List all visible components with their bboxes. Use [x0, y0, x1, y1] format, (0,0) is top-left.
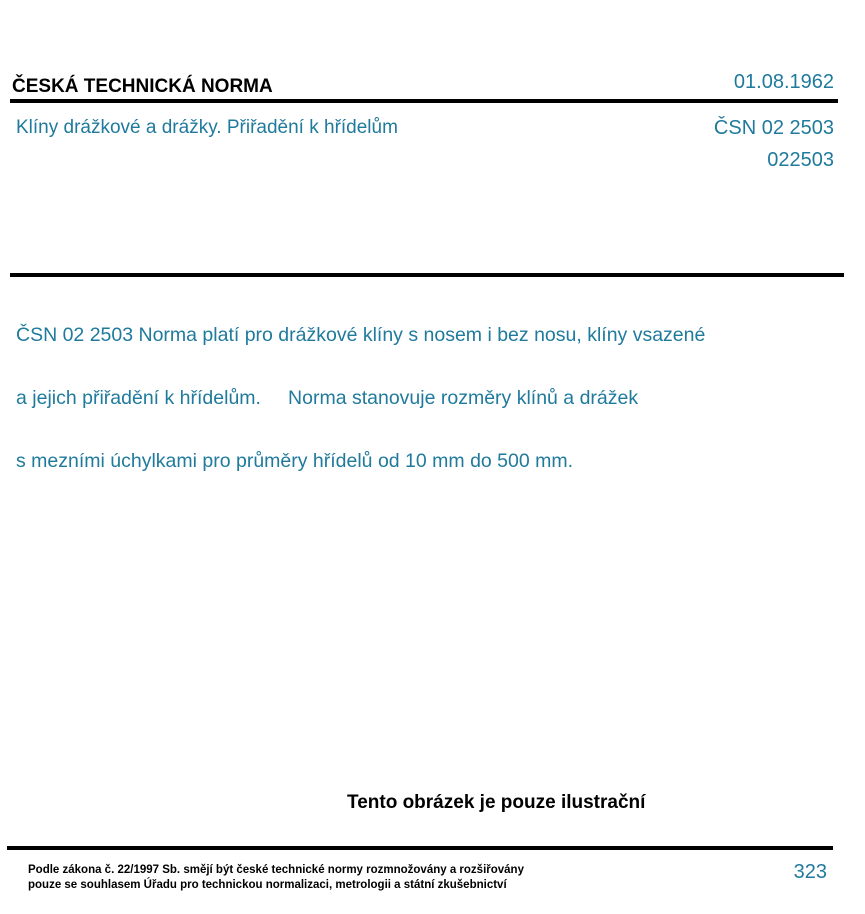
legal-notice-line-2: pouze se souhlasem Úřadu pro technickou normalizaci, metrologii a státní zkušebnictví	[28, 879, 507, 891]
publication-date: 01.08.1962	[733, 71, 834, 93]
abstract-line-2: a jejich přiřadění k hřídelům. Norma stanovuje rozměry klínů a drážek	[16, 386, 639, 409]
legal-notice-line-1: Podle zákona č. 22/1997 Sb. smějí být české technické normy rozmnožovány a rozšiřovány	[28, 864, 524, 876]
abstract-line-3: s mezními úchylkami pro průměry hřídelů od 10 mm do 500 mm.	[16, 449, 574, 472]
footer-divider	[7, 846, 833, 850]
abstract-line-1: ČSN 02 2503 Norma platí pro drážkové klíny s nosem i bez nosu, klíny vsazené	[16, 323, 706, 346]
class-number: 022503	[767, 149, 834, 171]
abstract-text	[16, 288, 816, 509]
standard-code: ČSN 02 2503	[713, 117, 834, 139]
document-heading: ČESKÁ TECHNICKÁ NORMA	[12, 76, 273, 97]
header-divider	[10, 99, 838, 103]
legal-notice	[28, 863, 524, 893]
illustration-note: Tento obrázek je pouze ilustrační	[347, 792, 646, 813]
page-number: 323	[793, 861, 827, 883]
standard-title: Klíny drážkové a drážky. Přiřadění k hřídelům	[16, 117, 398, 138]
title-divider	[10, 273, 844, 277]
